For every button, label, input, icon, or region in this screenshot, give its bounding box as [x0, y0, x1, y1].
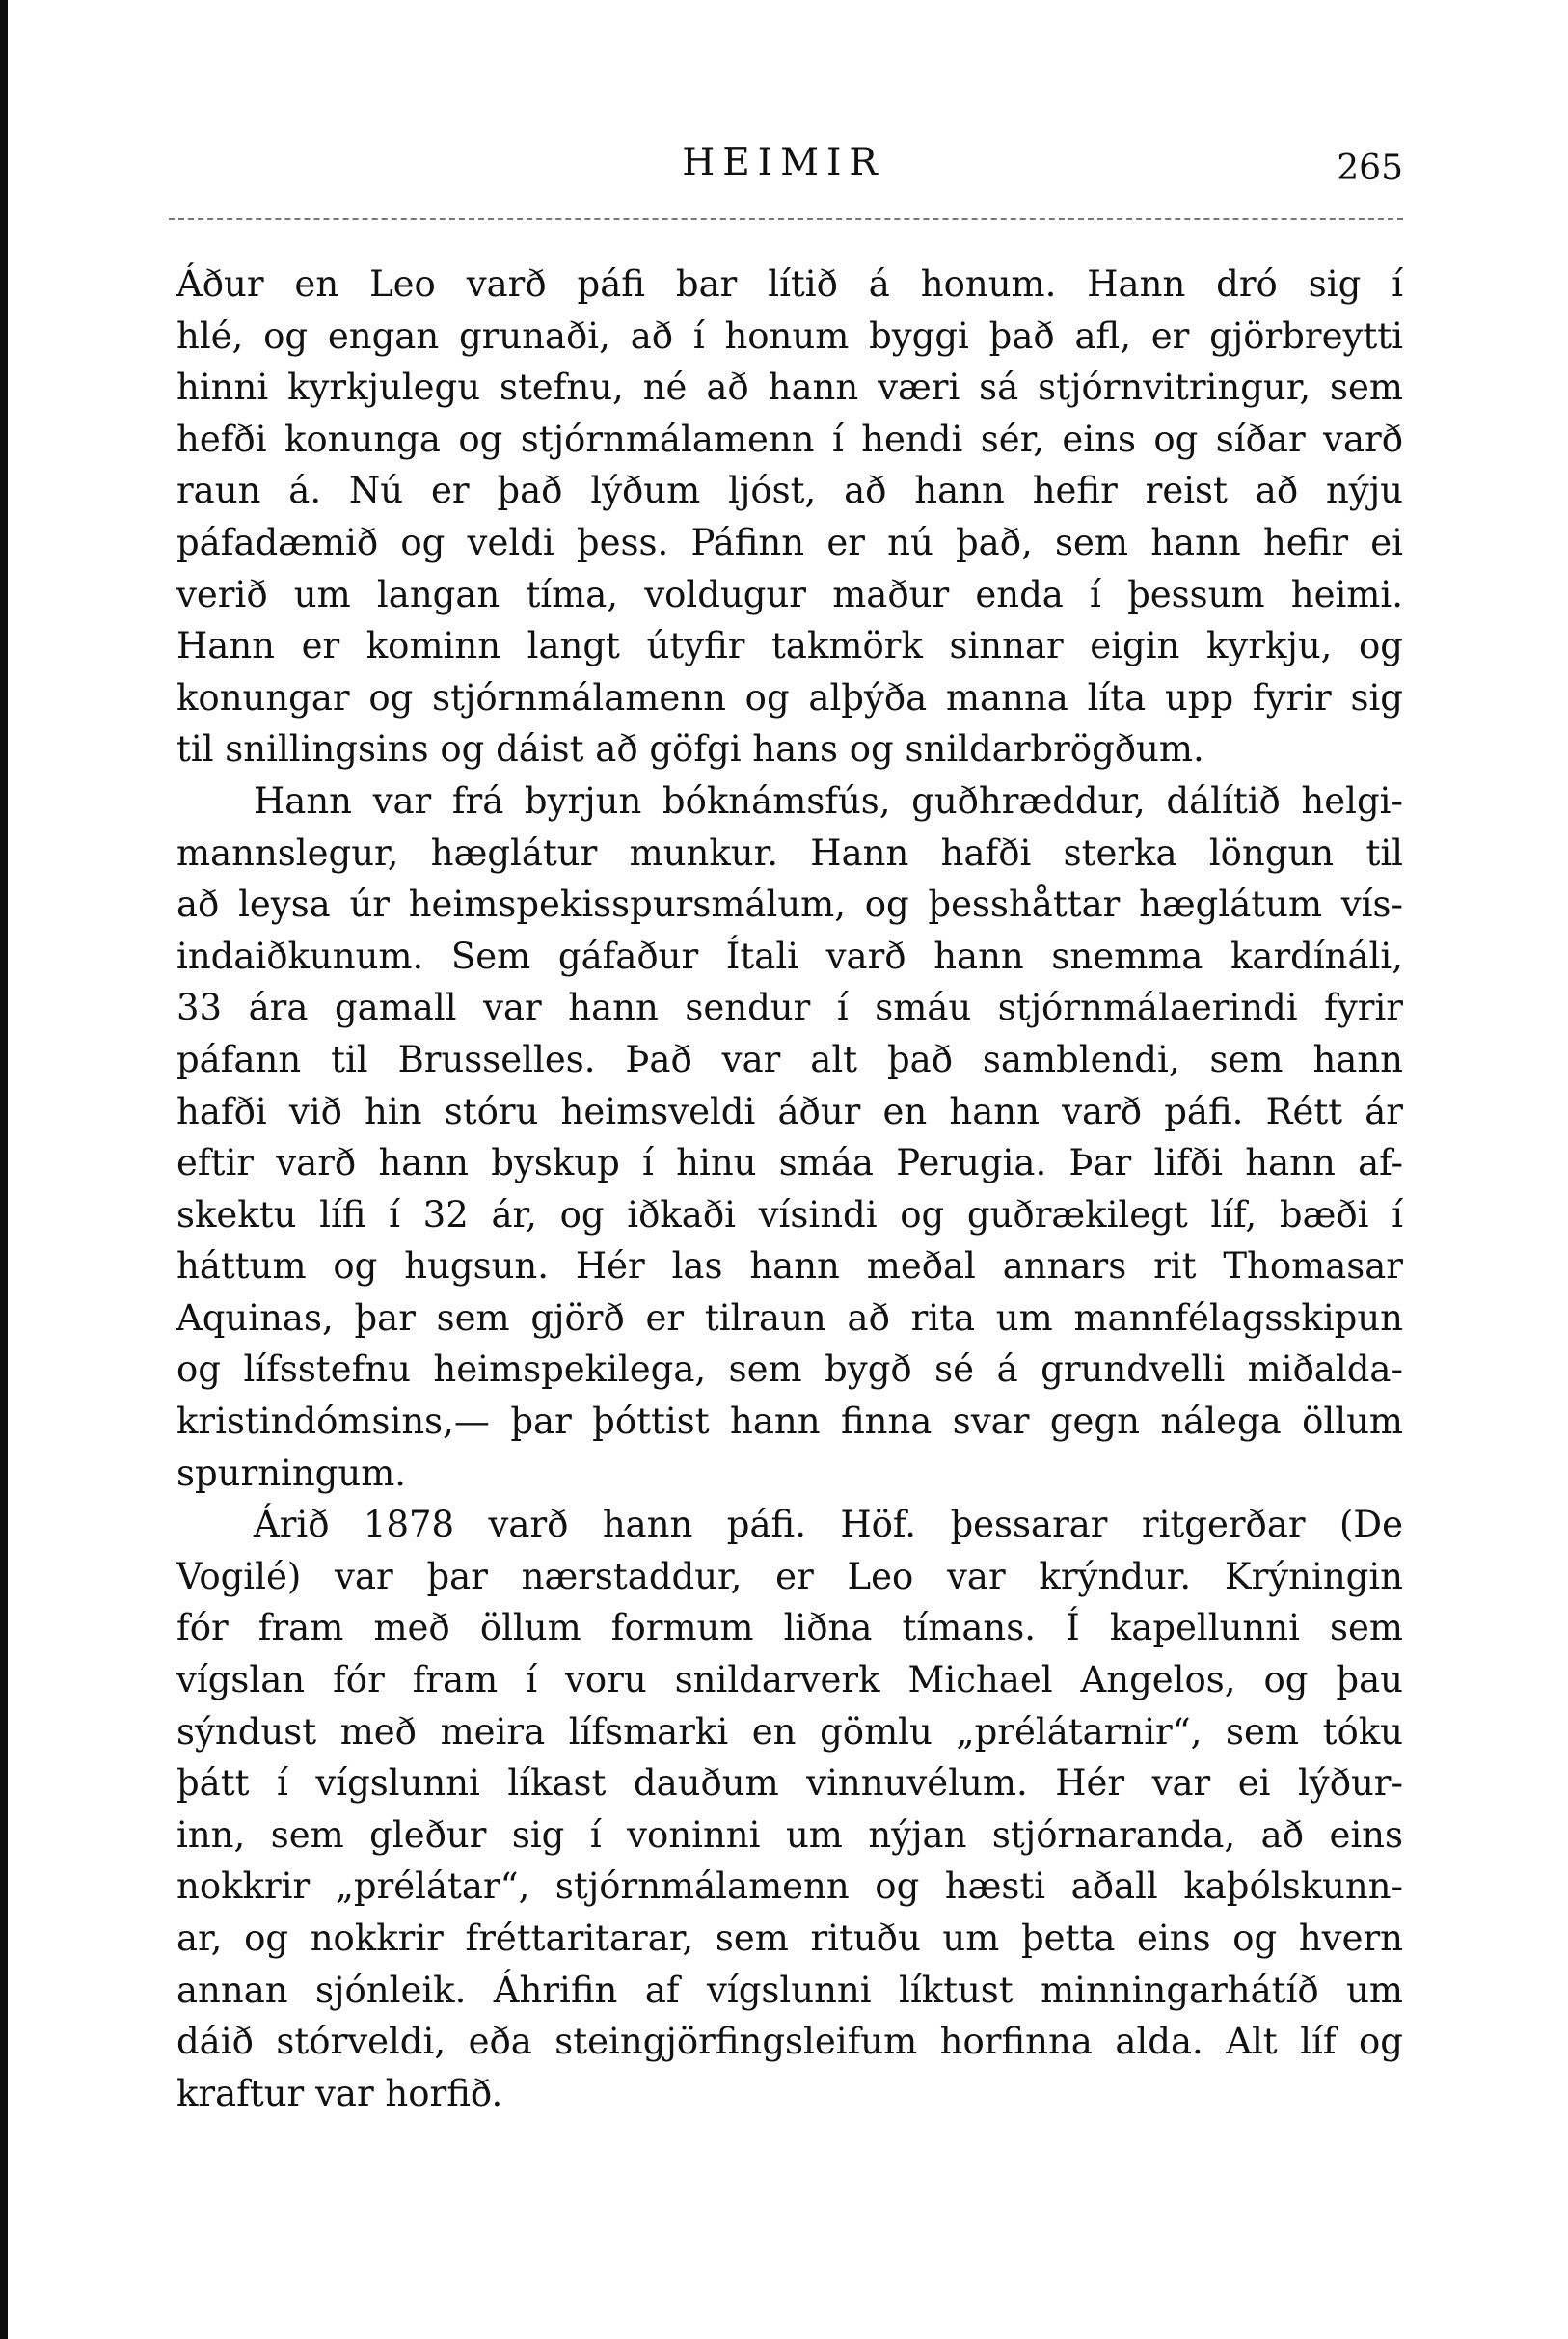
- text-line: sýndust með meira lífsmarki en gömlu „prélátarnir“, sem tóku: [176, 1710, 1403, 1753]
- page-number: 265: [1337, 149, 1403, 188]
- text-line: konungar og stjórnmálamenn og alþýða manna líta upp fyrir sig: [176, 676, 1403, 719]
- text-line: fór fram með öllum formum liðna tímans. Í kapellunni sem: [176, 1607, 1403, 1649]
- text-line: verið um langan tíma, voldugur maður enda í þessum heimi.: [176, 573, 1403, 615]
- text-line: indaiðkunum. Sem gáfaður Ítali varð hann snemma kardínáli,: [176, 935, 1403, 977]
- body-text: [176, 258, 1403, 2119]
- text-line: dáið stórveldi, eða steingjörfingsleifum horfinna alda. Alt líf og: [176, 2021, 1403, 2063]
- text-line: hafði við hin stóru heimsveldi áður en hann varð páfi. Rétt ár: [176, 1090, 1403, 1132]
- text-line: Aquinas, þar sem gjörð er tilraun að rita um mannfélagsskipun: [176, 1296, 1403, 1339]
- text-line: skektu lífi í 32 ár, og iðkaði vísindi og guðrækilegt líf, bæði í: [176, 1193, 1403, 1236]
- text-line: hinni kyrkjulegu stefnu, né að hann væri sá stjórnvitringur, sem: [176, 367, 1403, 409]
- text-line: annan sjónleik. Áhrifin af vígslunni líktust minningarhátíð um: [176, 1969, 1403, 2011]
- text-line: til snillingsins og dáist að göfgi hans og snildarbrögðum.: [176, 728, 1204, 771]
- text-line: hefði konunga og stjórnmálamenn í hendi sér, eins og síðar varð: [176, 418, 1403, 460]
- text-line: þátt í vígslunni líkast dauðum vinnuvélum. Hér var ei lýður-: [176, 1762, 1403, 1805]
- text-line: Vogilé) var þar nærstaddur, er Leo var krýndur. Krýningin: [176, 1555, 1403, 1597]
- running-head: HEIMIR: [682, 141, 885, 184]
- text-line: mannslegur, hæglátur munkur. Hann hafði sterka löngun til: [176, 831, 1403, 874]
- text-line: raun á. Nú er það lýðum ljóst, að hann hefir reist að nýju: [176, 470, 1403, 512]
- text-line: eftir varð hann byskup í hinu smáa Perugia. Þar lifði hann af-: [176, 1142, 1403, 1184]
- text-line: Hann var frá byrjun bóknámsfús, guðhræddur, dálítið helgi-: [254, 779, 1403, 822]
- text-line: Árið 1878 varð hann páfi. Höf. þessarar ritgerðar (De: [254, 1504, 1403, 1546]
- text-line: og lífsstefnu heimspekilega, sem bygð sé á grundvelli miðalda-: [176, 1348, 1403, 1391]
- text-line: páfann til Brusselles. Það var alt það samblendi, sem hann: [176, 1038, 1403, 1080]
- text-line: ar, og nokkrir fréttaritarar, sem rituðu um þetta eins og hvern: [176, 1917, 1403, 1959]
- text-line: að leysa úr heimspekisspursmálum, og þesshåttar hæglátum vís-: [176, 884, 1403, 926]
- text-line: inn, sem gleður sig í voninni um nýjan stjórnaranda, að eins: [176, 1813, 1403, 1856]
- text-line: kristindómsins,— þar þóttist hann finna svar gegn nálega öllum: [176, 1401, 1403, 1443]
- text-line: hlé, og engan grunaði, að í honum byggi það afl, er gjörbreytti: [176, 314, 1403, 357]
- text-line: spurningum.: [176, 1452, 407, 1494]
- scan-border: [0, 0, 8, 2339]
- header-rule: [169, 218, 1403, 220]
- text-line: 33 ára gamall var hann sendur í smáu stjórnmálaerindi fyrir: [176, 987, 1403, 1029]
- text-line: Hann er kominn langt útyfir takmörk sinnar eigin kyrkju, og: [176, 625, 1403, 667]
- text-line: nokkrir „prélátar“, stjórnmálamenn og hæsti aðall kaþólskunn-: [176, 1865, 1403, 1908]
- text-line: páfadæmið og veldi þess. Páfinn er nú það, sem hann hefir ei: [176, 521, 1403, 563]
- text-line: háttum og hugsun. Hér las hann meðal annars rit Thomasar: [176, 1245, 1403, 1288]
- text-line: Áður en Leo varð páfi bar lítið á honum. Hann dró sig í: [176, 263, 1403, 305]
- page-header: [164, 141, 1403, 208]
- text-line: kraftur var horfið.: [176, 2072, 503, 2114]
- text-line: vígslan fór fram í voru snildarverk Michael Angelos, og þau: [176, 1659, 1403, 1701]
